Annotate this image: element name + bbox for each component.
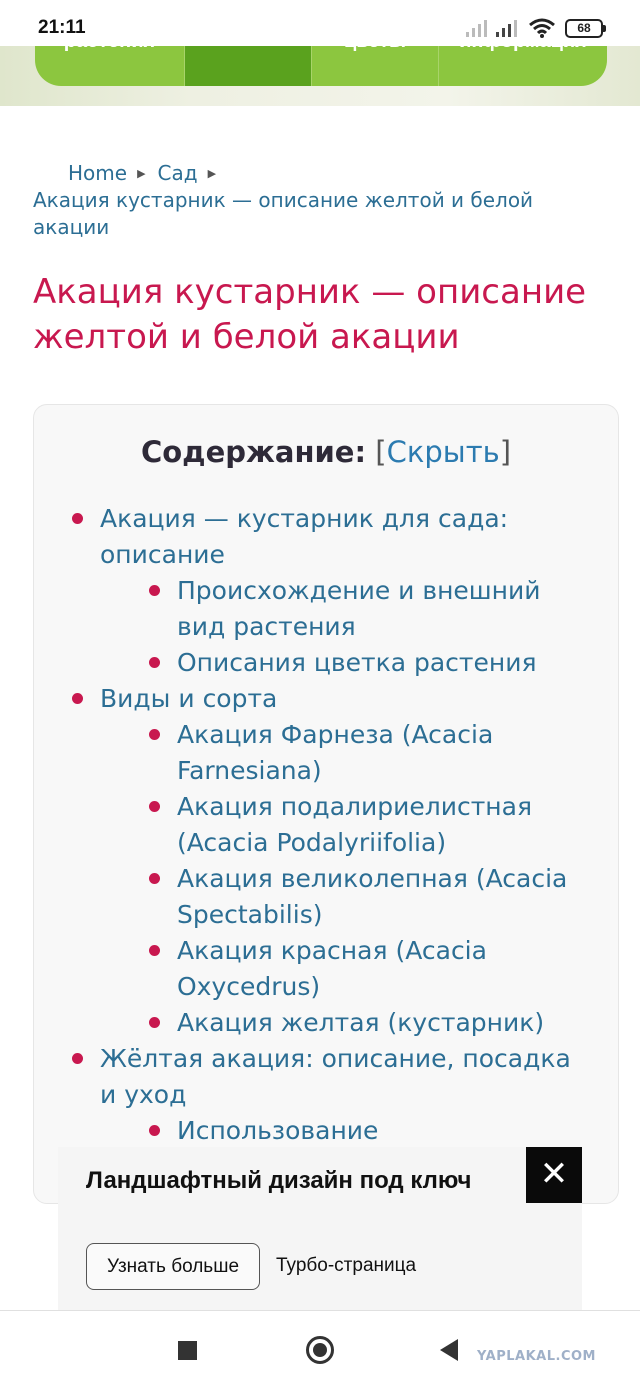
bullet-icon [149,729,160,740]
status-bar [0,0,640,46]
table-of-contents [33,404,619,1204]
toc-item[interactable] [34,861,618,933]
toc-item[interactable] [34,789,618,861]
toc-item[interactable] [34,1005,618,1041]
bullet-icon [149,585,160,596]
toc-item[interactable] [34,717,618,789]
toc-item-label[interactable]: Акация подалириелистная (Acacia Podalyriifolia) [177,792,532,857]
header-banner [0,46,640,106]
back-icon[interactable] [440,1339,458,1361]
chevron-right-icon: ▶ [137,167,146,180]
toc-item-label[interactable]: Описания цветка растения [177,648,537,677]
toc-item-label[interactable]: Происхождение и внешний вид растения [177,576,541,641]
toc-item-label[interactable]: Виды и сорта [100,684,278,713]
bullet-icon [149,945,160,956]
toc-header: Содержание: [Скрыть] [140,435,512,469]
signal-icon [466,18,490,38]
toc-item-label[interactable]: Акация желтая (кустарник) [177,1008,545,1037]
breadcrumb-garden[interactable]: Сад [157,161,198,185]
toc-heading: Содержание: [140,435,367,469]
bullet-icon [149,1125,160,1136]
toc-item-label[interactable]: Акация красная (Acacia Oxycedrus) [177,936,487,1001]
toc-item[interactable] [34,1113,618,1149]
bullet-icon [149,1017,160,1028]
toc-item-label[interactable]: Акация великолепная (Acacia Spectabilis) [177,864,568,929]
wifi-icon [528,17,556,39]
toc-item[interactable] [34,933,618,1005]
battery-icon [565,19,603,38]
toc-item-label[interactable]: Акация Фарнеза (Acacia Farnesiana) [177,720,494,785]
bullet-icon [72,1053,83,1064]
home-icon[interactable] [306,1336,334,1364]
toc-item[interactable] [34,501,618,573]
status-time: 21:11 [38,17,86,38]
bullet-icon [149,657,160,668]
recent-apps-icon[interactable] [178,1341,197,1360]
system-nav-bar [0,1310,640,1387]
watermark: YAPLAKAL.COM [477,1349,596,1364]
toc-item[interactable] [34,1041,618,1113]
toc-item-label[interactable]: Жёлтая акация: описание, посадка и уход [100,1044,571,1109]
toc-item-label[interactable]: Акация — кустарник для сада: описание [100,504,509,569]
page-title: Акация кустарник — описание желтой и белой акации [33,272,587,357]
bullet-icon [72,513,83,524]
breadcrumb-home[interactable]: Home [68,161,128,185]
ad-banner [58,1147,582,1310]
chevron-right-icon: ▶ [207,167,217,180]
toc-item[interactable] [34,573,618,645]
toc-toggle-link[interactable]: Скрыть [386,435,500,469]
bullet-icon [72,693,83,704]
breadcrumb [33,160,593,241]
bullet-icon [149,873,160,884]
breadcrumb-current: Акация кустарник — описание желтой и белой акации [33,188,534,239]
learn-more-button[interactable]: Узнать больше [86,1243,260,1290]
toc-item[interactable] [34,645,618,681]
ad-source-label: Турбо-страница [276,1255,417,1276]
ad-title: Ландшафтный дизайн под ключ [86,1167,472,1194]
signal-icon-2 [496,18,520,38]
toc-item-label[interactable]: Использование [177,1116,379,1145]
bullet-icon [149,801,160,812]
toc-item[interactable] [34,681,618,717]
toc-list [34,501,618,1149]
battery-level: 68 [577,21,591,35]
close-icon[interactable]: ✕ [526,1147,582,1203]
